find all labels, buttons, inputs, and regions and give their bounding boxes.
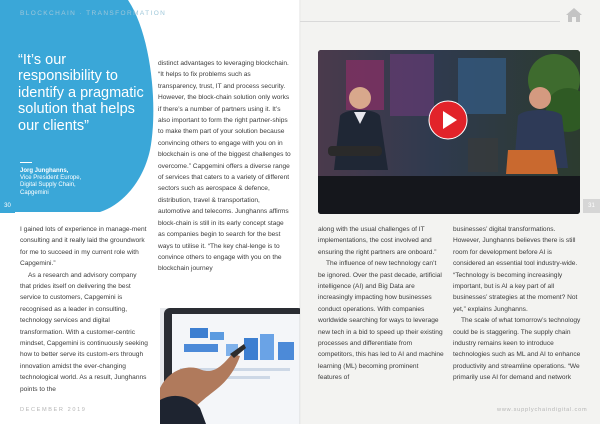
article-paragraph: distinct advantages to leveraging blockchain. “It helps to fix problems such as transparency, trust, IT and process security. However, the block-chain solution only works if there’s a number of partners using it. It’s also important to form the right partner-ships to make them part of your solution because convincing others to engage with you on in blockchain is one of the biggest challenges to overcome.” Capgemini offers a diverse range of services that caters to a variety of different sectors such as aerospace & defence, distribution, travel & transportation, automotive and telecoms. Junghanns affirms block-chain is still in its early concept stage as companies begin to search for the best ways to utilise it. “The key chal-lenge is to convince others to engage with you on the blockchain journey bbox=[158, 60, 291, 273]
quote-role-line2: Digital Supply Chain, bbox=[20, 182, 76, 189]
play-icon[interactable] bbox=[428, 100, 468, 140]
quote-company: Capgemini bbox=[20, 189, 49, 196]
article-paragraph: along with the usual challenges of IT implementations, the cost involved and ensuring the right partners are onboard.” bbox=[318, 226, 437, 256]
article-paragraph: As a research and advisory company that prides itself on delivering the best service to customers, Capgemini is recognised as a leader in consulting, technology services and digital transformation. With a customer-centric mindset, Capgemini is continuously seeking how to better serve its custom-ers through innovation amidst the ever-changing technological world. As a result, Junghanns points to the bbox=[20, 271, 148, 393]
article-paragraph: The influence of new technology can’t be ignored. Over the past decade, artificial intelligence (AI) and Big Data are increasingly impacting how businesses conduct operations. With companies worldwide searching for ways to leverage new tech in a bid to speed up their existing processes and differentiate from competitors, this has led to AI and machine learning (ML) becoming prominent features of bbox=[318, 260, 444, 382]
article-column-2 bbox=[158, 58, 291, 275]
article-paragraph: I gained lots of experience in manage-ment consulting and it really laid the groundwork for me to succeed in my current role with Capgemini.” bbox=[20, 226, 147, 268]
quote-divider bbox=[20, 162, 32, 163]
footer-date: DECEMBER 2019 bbox=[20, 407, 87, 413]
pull-quote: “It’s our responsibility to identify a pragmatic solution that helps our clients” bbox=[18, 52, 144, 134]
footer-website-link[interactable]: www.supplychaindigital.com bbox=[497, 407, 588, 413]
header-rule bbox=[300, 21, 560, 22]
article-paragraph: businesses’ digital transformations. However, Junghanns believes there is still room for development before AI is considered an essential tool industry-wide. “Technology is becoming increasingly important, but is AI a key part of all businesses’ strategies at the moment? Not yet,” explains Junghanns. bbox=[453, 226, 578, 313]
page-number-right: 31 bbox=[583, 199, 600, 213]
article-column-3 bbox=[318, 224, 444, 384]
page-spine bbox=[299, 0, 301, 424]
quote-attribution bbox=[20, 168, 140, 197]
section-label: BLOCKCHAIN · TRANSFORMATION bbox=[20, 10, 167, 17]
article-column-1 bbox=[20, 224, 148, 395]
quote-author: Jorg Junghanns, bbox=[20, 168, 69, 174]
home-icon[interactable] bbox=[565, 7, 583, 23]
article-column-4 bbox=[453, 224, 581, 384]
quote-role-line1: Vice President Europe, bbox=[20, 175, 82, 182]
article-paragraph: The scale of what tomorrow’s technology could be is staggering. The supply chain industry remains keen to introduce technologies such as ML and AI to enhance productivity and streamline operations. “We primarily use AI for demand and network bbox=[453, 317, 581, 382]
tablet-photo bbox=[160, 308, 300, 424]
page-number-left: 30 bbox=[0, 199, 15, 213]
